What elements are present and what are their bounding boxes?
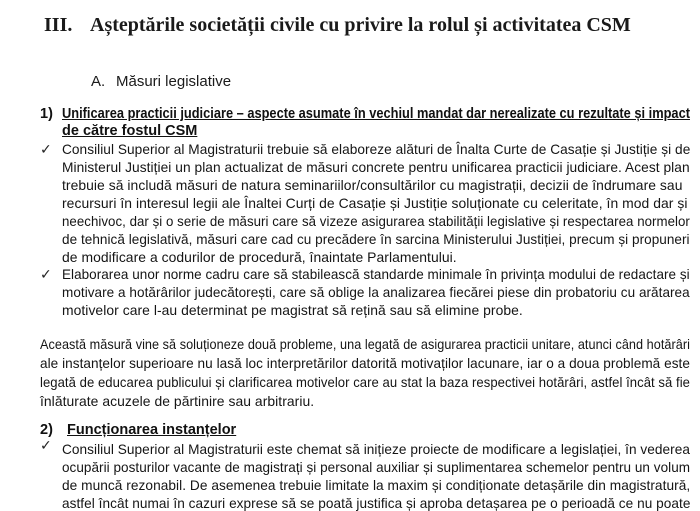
subsection-title: Măsuri legislative bbox=[116, 73, 232, 90]
item-1-title-line-1: Unificarea practicii judiciare – aspecte asumate în vechiul mandat dar nerealizate cu rezultate și impact bbox=[62, 106, 690, 122]
bullet-1-1-line-1: Consiliul Superior al Magistraturii trebuie să elaboreze alături de Înalta Curte de Casație și Justiție și de bbox=[62, 141, 691, 157]
subsection-letter: A. bbox=[91, 73, 106, 90]
checkmark-icon: ✓ bbox=[40, 437, 52, 453]
paragraph-line-3: legată de educarea publicului și clarificarea motivelor care au stat la baza respectivei hotărâri, astfel încât să fie bbox=[40, 374, 690, 390]
bullet-1-1-line-6: de tehnică legislativă, măsuri care cad cu precădere în sarcina Ministerului Justiției, precum și propuneri bbox=[62, 231, 690, 247]
checkmark-icon: ✓ bbox=[40, 266, 52, 282]
section-title: Așteptările societății civile cu privire la rolul și activitatea CSM bbox=[90, 14, 631, 36]
bullet-1-1-line-7: de modificare a codurilor de procedură, înaintate Parlamentului. bbox=[62, 249, 457, 265]
item-2-title: Funcționarea instanțelor bbox=[67, 422, 237, 438]
item-2-number: 2) bbox=[40, 422, 53, 438]
paragraph-line-1: Această măsură vine să soluționeze două probleme, una legată de asigurarea practicii unitare, atunci când hotărâri bbox=[40, 336, 690, 352]
bullet-1-1-line-4: recursuri în interesul legii ale Înaltei Curți de Casație și Justiție soluționate cu celeritate, în mod dar și bbox=[62, 195, 688, 211]
item-1-title-line-2: de către fostul CSM bbox=[62, 123, 198, 139]
paragraph-line-2: ale instanțelor superioare nu lasă loc interpretărilor datorită motivaților lacunare, iar o a doua problemă este bbox=[40, 355, 690, 371]
bullet-1-2-line-3: motivelor care l-au determinat pe magistrat să rețină sau să elimine probe. bbox=[62, 302, 523, 318]
bullet-2-1-line-2: ocupării posturilor vacante de magistrați și personal auxiliar și suplimentarea schemelor pentru un volum bbox=[62, 459, 691, 475]
bullet-1-2-line-1: Elaborarea unor norme cadru care să stabilească standarde minimale în privința modului de redactare și bbox=[62, 266, 690, 282]
bullet-1-1-line-5: neechivoc, dar și o serie de măsuri care să vizeze asigurarea stabilității legislative și respectarea normelor bbox=[62, 213, 690, 229]
bullet-1-1-line-3: trebuie să includă măsuri de natura seminariilor/consultărilor cu magistrații, decizii de îndrumare sau bbox=[62, 177, 683, 193]
bullet-2-1-line-4: astfel încât numai în cazuri exprese să se poată justifica și aproba detașarea pe o perioadă ce nu poate bbox=[62, 495, 691, 511]
bullet-2-1-line-3: de muncă rezonabil. De asemenea trebuie limitate la maxim și condiționate detașările din magistratură, bbox=[62, 477, 691, 493]
bullet-2-1-line-1: Consiliul Superior al Magistraturii este chemat să inițieze proiecte de modificare a legislației, în vederea bbox=[62, 441, 691, 457]
paragraph-line-4: înlăturate acuzele de părtinire sau arbitrariu. bbox=[40, 393, 315, 409]
checkmark-icon: ✓ bbox=[40, 141, 52, 157]
bullet-1-1-line-2: Ministerul Justiției un plan actualizat de măsuri concrete pentru unificarea practicii judiciare. Acest plan bbox=[62, 159, 690, 175]
section-number: III. bbox=[44, 14, 73, 36]
item-1-number: 1) bbox=[40, 106, 53, 122]
bullet-1-2-line-2: motivare a hotărârilor judecătorești, care să oblige la analizarea fiecărei piese din probatoriu cu arătarea bbox=[62, 284, 690, 300]
